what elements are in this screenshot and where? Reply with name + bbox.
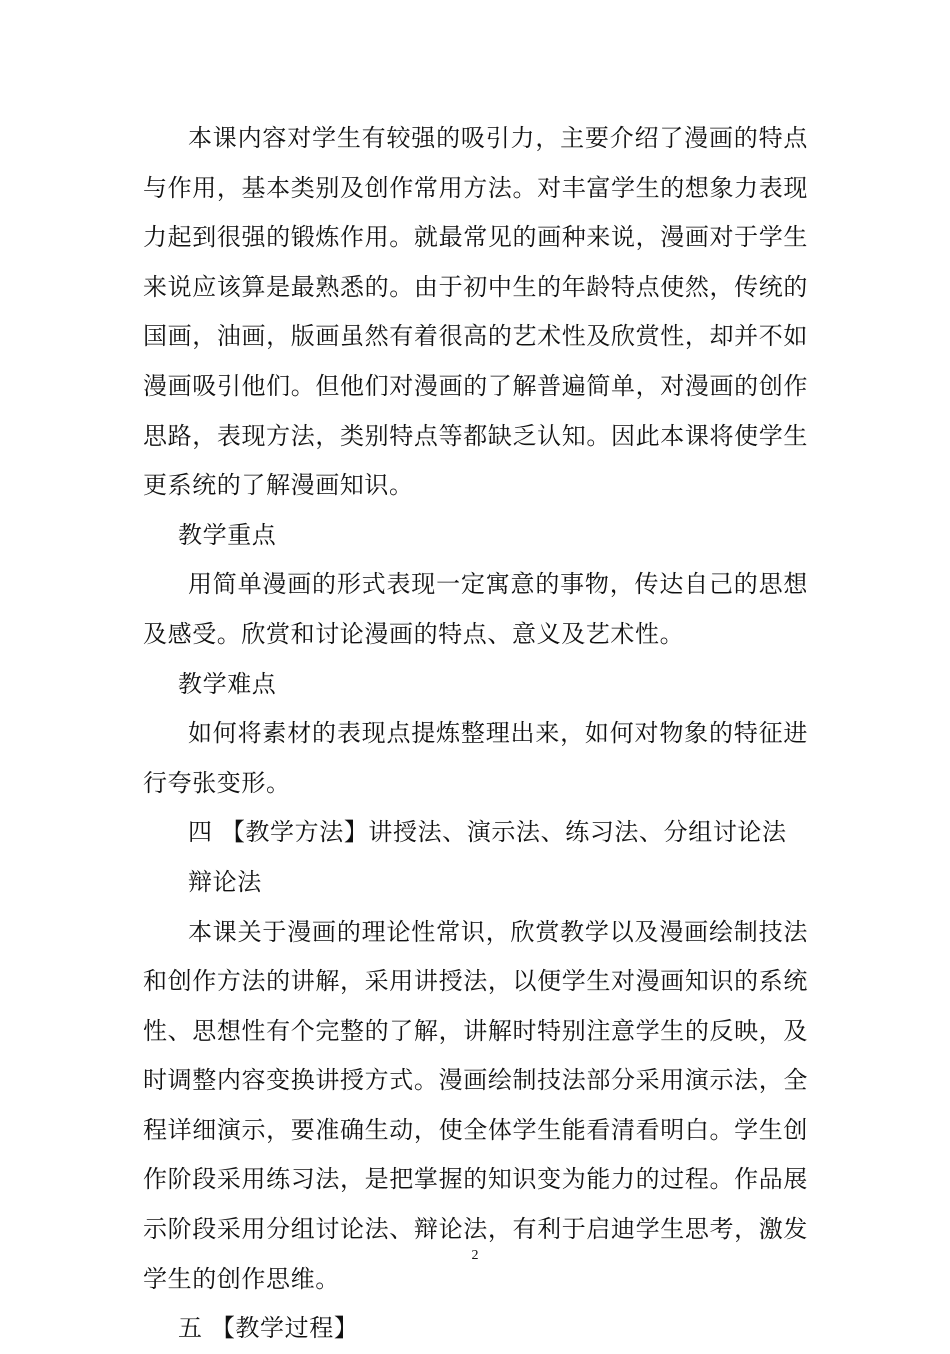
paragraph-course-intro: 本课内容对学生有较强的吸引力，主要介绍了漫画的特点与作用，基本类别及创作常用方法。对丰富学生的想象力表现力起到很强的锻炼作用。就最常见的画种来说，漫画对于学生来说应该算是最熟悉的。由于初中生的年龄特点使然，传统的国画，油画，版画虽然有着很高的艺术性及欣赏性，却并不如漫画吸引他们。但他们对漫画的了解普遍简单，对漫画的创作思路，表现方法，类别特点等都缺乏认知。因此本课将使学生更系统的了解漫画知识。 — [143, 124, 808, 500]
paragraph-teaching-focus: 用简单漫画的形式表现一定寓意的事物，传达自己的思想及感受。欣赏和讨论漫画的特点、意义及艺术性。 — [143, 570, 808, 648]
heading-teaching-methods: 四 【教学方法】讲授法、演示法、练习法、分组讨论法 辩论法 — [188, 818, 787, 896]
paragraph-teaching-difficulty: 如何将素材的表现点提炼整理出来，如何对物象的特征进行夸张变形。 — [143, 719, 808, 797]
heading-teaching-focus: 教学重点 — [178, 520, 277, 549]
page-number: 2 — [471, 1248, 479, 1263]
paragraph-teaching-methods: 本课关于漫画的理论性常识，欣赏教学以及漫画绘制技法和创作方法的讲解，采用讲授法，以便学生对漫画知识的系统性、思想性有个完整的了解，讲解时特别注意学生的反映，及时调整内容变换讲授方式。漫画绘制技法部分采用演示法，全程详细演示，要准确生动，使全体学生能看清看明白。学生创作阶段采用练习法，是把掌握的知识变为能力的过程。作品展示阶段采用分组讨论法、辩论法，有利于启迪学生思考，激发学生的创作思维。 — [143, 917, 808, 1293]
heading-teaching-difficulty: 教学难点 — [178, 669, 277, 698]
document-body — [143, 114, 808, 1354]
heading-teaching-process: 五 【教学过程】 — [178, 1314, 359, 1343]
